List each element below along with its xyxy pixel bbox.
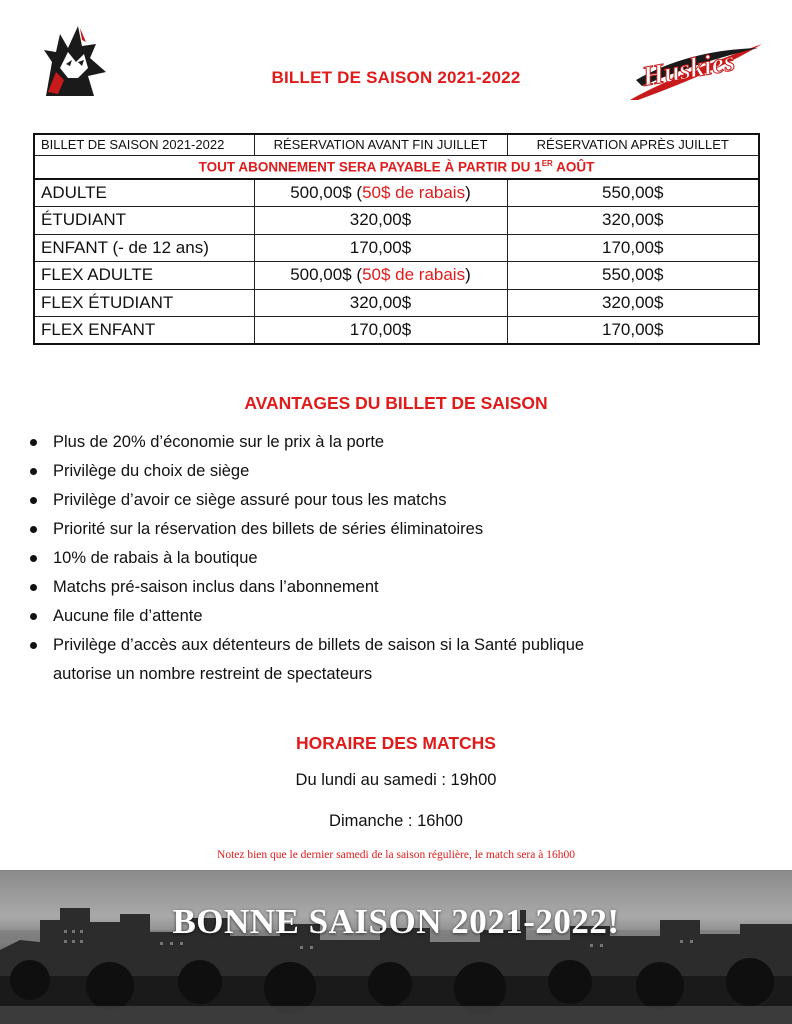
list-item: Privilège d’accès aux détenteurs de billets de saison si la Santé publique [30, 631, 730, 660]
price-before-cell: 170,00$ [254, 234, 507, 262]
price-after-cell: 550,00$ [507, 262, 759, 290]
list-item: 10% de rabais à la boutique [30, 544, 730, 573]
list-item: Privilège du choix de siège [30, 457, 730, 486]
table-row [34, 179, 759, 207]
category-cell: ÉTUDIANT [34, 207, 254, 235]
category-cell: ADULTE [34, 179, 254, 207]
bullet-icon [30, 439, 37, 446]
bullet-icon [30, 526, 37, 533]
category-cell: FLEX ADULTE [34, 262, 254, 290]
price-after-cell: 550,00$ [507, 179, 759, 207]
bullet-icon [30, 555, 37, 562]
bullet-icon [30, 468, 37, 475]
banner-slogan: BONNE SAISON 2021-2022! [172, 902, 620, 941]
payment-notice-row [34, 155, 759, 179]
list-item: Priorité sur la réservation des billets de séries éliminatoires [30, 515, 730, 544]
price-after-cell: 320,00$ [507, 207, 759, 235]
schedule-title: HORAIRE DES MATCHS [296, 733, 496, 753]
price-before-cell: 320,00$ [254, 289, 507, 317]
column-header-category: BILLET DE SAISON 2021-2022 [34, 134, 254, 155]
huskies-logo-text: Huskies [639, 46, 738, 93]
price-before-cell: 170,00$ [254, 317, 507, 345]
table-row [34, 289, 759, 317]
list-item-continuation: autorise un nombre restreint de spectateurs [53, 665, 373, 683]
column-header-after: RÉSERVATION APRÈS JUILLET [507, 134, 759, 155]
category-cell: FLEX ÉTUDIANT [34, 289, 254, 317]
category-cell: ENFANT (- de 12 ans) [34, 234, 254, 262]
page-title: BILLET DE SAISON 2021-2022 [271, 68, 521, 87]
table-row [34, 317, 759, 345]
list-item: Aucune file d’attente [30, 602, 730, 631]
bullet-icon [30, 642, 37, 649]
column-header-before: RÉSERVATION AVANT FIN JUILLET [254, 134, 507, 155]
list-item: Plus de 20% d’économie sur le prix à la porte [30, 428, 730, 457]
advantages-title: AVANTAGES DU BILLET DE SAISON [244, 393, 548, 413]
price-after-cell: 320,00$ [507, 289, 759, 317]
advantages-list [30, 428, 730, 689]
table-header-row [34, 134, 759, 155]
price-after-cell: 170,00$ [507, 234, 759, 262]
price-before-cell: 500,00$ (50$ de rabais) [254, 179, 507, 207]
price-after-cell: 170,00$ [507, 317, 759, 345]
payment-notice: TOUT ABONNEMENT SERA PAYABLE À PARTIR DU 1ER AOÛT [34, 155, 759, 179]
price-before-cell: 320,00$ [254, 207, 507, 235]
category-cell: FLEX ENFANT [34, 317, 254, 345]
city-banner [0, 870, 792, 1024]
schedule-weekdays: Du lundi au samedi : 19h00 [295, 771, 497, 789]
list-item: Privilège d’avoir ce siège assuré pour tous les matchs [30, 486, 730, 515]
list-item: Matchs pré-saison inclus dans l’abonnement [30, 573, 730, 602]
bullet-icon [30, 613, 37, 620]
table-row [34, 262, 759, 290]
price-before-cell: 500,00$ (50$ de rabais) [254, 262, 507, 290]
bullet-icon [30, 497, 37, 504]
discount-text: 50$ de rabais [362, 183, 466, 202]
schedule-note: Notez bien que le dernier samedi de la saison régulière, le match sera à 16h00 [217, 849, 575, 861]
price-table [33, 133, 760, 345]
table-row [34, 207, 759, 235]
schedule-sunday: Dimanche : 16h00 [329, 812, 463, 830]
city-skyline-icon [0, 870, 792, 1024]
discount-text: 50$ de rabais [362, 265, 466, 285]
bullet-icon [30, 584, 37, 591]
table-row [34, 234, 759, 262]
